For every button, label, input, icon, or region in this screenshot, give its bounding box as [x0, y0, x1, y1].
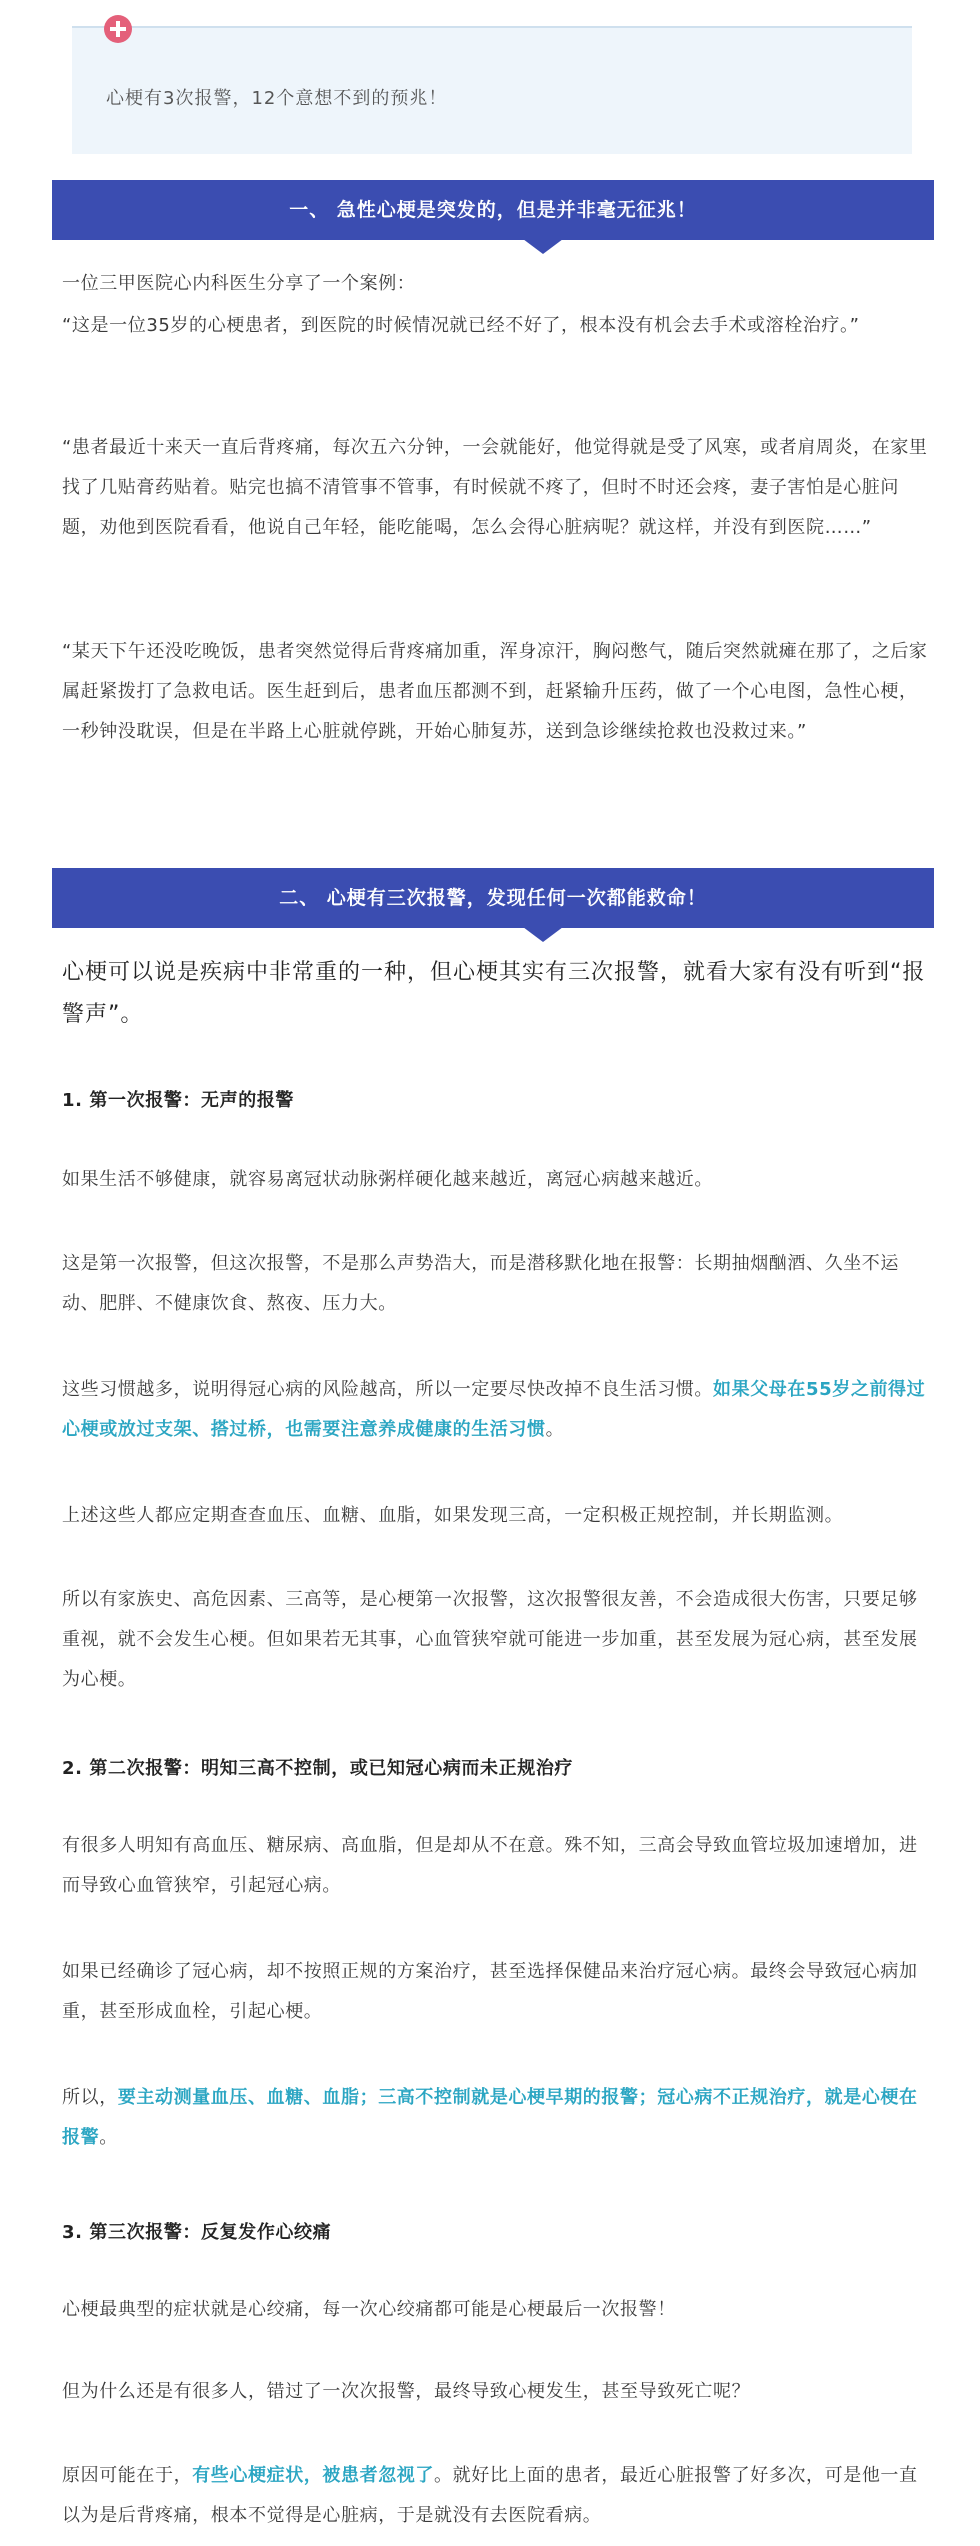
summary-text: 心梗有3次报警，12个意想不到的预兆！ [106, 88, 448, 109]
alarm-1-p5: 所以有家族史、高危因素、三高等，是心梗第一次报警，这次报警很友善，不会造成很大伤害，只要足够重视，就不会发生心梗。但如果若无其事，心血管狭窄就可能进一步加重，甚至发展为冠心病，甚至发展为心梗。 [62, 1589, 918, 1690]
alarm-3-p1: 心梗最典型的症状就是心绞痛，每一次心绞痛都可能是心梗最后一次报警！ [62, 2299, 676, 2320]
alarm-1-p2: 这是第一次报警，但这次报警，不是那么声势浩大，而是潜移默化地在报警：长期抽烟酗酒、久坐不运动、肥胖、不健康饮食、熬夜、压力大。 [62, 1253, 899, 1314]
section-banner-1 [52, 180, 934, 240]
alarm-3-p2: 但为什么还是有很多人，错过了一次次报警，最终导致心梗发生，甚至导致死亡呢？ [62, 2381, 751, 2402]
alarm-1-p1: 如果生活不够健康，就容易离冠状动脉粥样硬化越来越近，离冠心病越来越近。 [62, 1169, 713, 1190]
alarm-2-p2: 如果已经确诊了冠心病，却不按照正规的方案治疗，甚至选择保健品来治疗冠心病。最终会导致冠心病加重，甚至形成血栓，引起心梗。 [62, 1961, 918, 2022]
alarm-2-p3-highlight: 要主动测量血压、血糖、血脂；三高不控制就是心梗早期的报警；冠心病不正规治疗，就是心梗在报警 [62, 2087, 918, 2148]
alarm-1-p3-text: 这些习惯越多，说明得冠心病的风险越高，所以一定要尽快改掉不良生活习惯。 [62, 1379, 713, 1400]
alarm-2-heading: 2. 第二次报警：明知三高不控制，或已知冠心病而未正规治疗 [62, 1758, 574, 1779]
alarm-1-heading: 1. 第一次报警：无声的报警 [62, 1090, 295, 1111]
alarm-1-p3-highlight: 如果父母在55岁之前得过心梗或放过支架、搭过桥，也需要注意养成健康的生活习惯 [62, 1379, 926, 1440]
alarm-3-heading: 3. 第三次报警：反复发作心绞痛 [62, 2222, 332, 2243]
alarm-3-p3-end: 。就好比上面的患者，最近心脏报警了好多次，可是他一直以为是后背疼痛，根本不觉得是心脏病，于是就没有去医院看病。 [62, 2465, 918, 2526]
alarm-1-p3-end: 。 [545, 1419, 565, 1440]
case-quote-2: “患者最近十来天一直后背疼痛，每次五六分钟，一会就能好，他觉得就是受了风寒，或者肩周炎，在家里找了几贴膏药贴着。贴完也搞不清管事不管事，有时候就不疼了，但时不时还会疼，妻子害怕是心脏问题，劝他到医院看看，他说自己年轻，能吃能喝，怎么会得心脏病呢？就这样，并没有到医院……” [62, 437, 928, 538]
alarm-2-p3 [62, 2078, 930, 2158]
alarm-1-p4: 上述这些人都应定期查查血压、血糖、血脂，如果发现三高，一定积极正规控制，并长期监测。 [62, 1505, 844, 1526]
case-quote-1: “这是一位35岁的心梗患者，到医院的时候情况就已经不好了，根本没有机会去手术或溶栓治疗。” [62, 315, 860, 336]
alarm-2-p1: 有很多人明知有高血压、糖尿病、高血脂，但是却从不在意。殊不知，三高会导致血管垃圾加速增加，进而导致心血管狭窄，引起冠心病。 [62, 1835, 918, 1896]
case-intro: 一位三甲医院心内科医生分享了一个案例： [62, 273, 416, 294]
alarm-3-p3-text: 原因可能在于， [62, 2465, 193, 2486]
alarm-3-p3 [62, 2456, 930, 2536]
section-banner-2 [52, 868, 934, 928]
section-lead: 心梗可以说是疾病中非常重的一种，但心梗其实有三次报警，就看大家有没有听到“报警声”。 [62, 960, 926, 1027]
plus-icon [104, 15, 132, 43]
section-title-1: 一、 急性心梗是突发的，但是并非毫无征兆！ [289, 199, 697, 221]
section-title-2: 二、 心梗有三次报警，发现任何一次都能救命！ [279, 887, 707, 909]
alarm-1-p3 [62, 1370, 930, 1450]
alarm-2-p3-end: 。 [99, 2127, 118, 2148]
alarm-2-p3-text: 所以， [62, 2087, 118, 2108]
alarm-3-p3-highlight: 有些心梗症状，被患者忽视了 [192, 2465, 435, 2486]
case-quote-3: “某天下午还没吃晚饭，患者突然觉得后背疼痛加重，浑身凉汗，胸闷憋气，随后突然就瘫在那了，之后家属赶紧拨打了急救电话。医生赶到后，患者血压都测不到，赶紧输升压药，做了一个心电图，急性心梗，一秒钟没耽误，但是在半路上心脏就停跳，开始心肺复苏，送到急诊继续抢救也没救过来。” [62, 641, 928, 742]
